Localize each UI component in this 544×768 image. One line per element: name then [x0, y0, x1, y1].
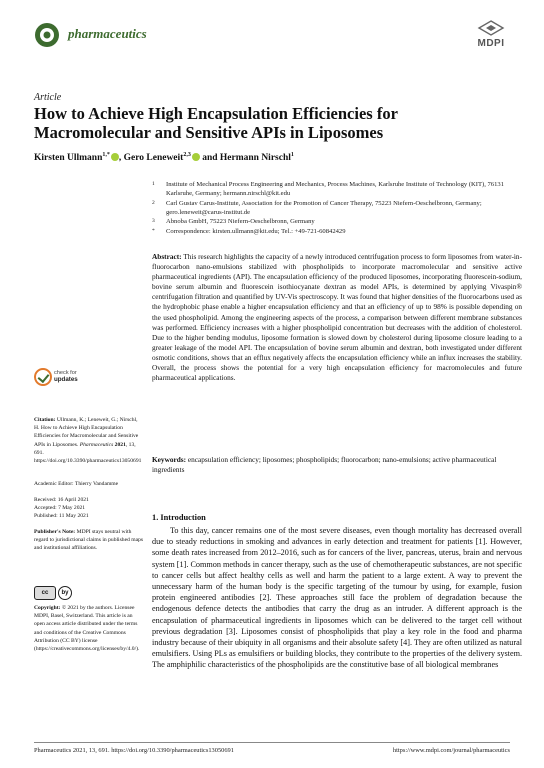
author-affil-sup: 2,3	[183, 152, 191, 158]
copyright-text: © 2021 by the authors. Licensee MDPI, Basel, Switzerland. This article is an open access article distributed under the terms and conditions of the Creative Commons Attribution (CC BY) license (https://creativecommons.org/licenses/by/4.0/).	[34, 605, 140, 653]
mdpi-logo	[472, 20, 510, 54]
publisher-note	[34, 528, 144, 553]
orcid-icon[interactable]	[192, 153, 200, 161]
orcid-icon[interactable]	[111, 153, 119, 161]
keywords-text: encapsulation efficiency; liposomes; phospholipids; fluorocarbon; nano-emulsions; active pharmaceutical ingredients	[152, 455, 497, 475]
author-affil-sup: 1,*	[102, 152, 110, 158]
citation-block	[34, 416, 144, 465]
footer-journal-url[interactable]: https://www.mdpi.com/journal/pharmaceutics	[392, 747, 510, 754]
published-date: Published: 11 May 2021	[34, 513, 89, 520]
section-heading: 1. Introduction	[152, 513, 206, 522]
citation-year: 2021	[114, 441, 126, 448]
academic-editor: Academic Editor: Thierry Vandamme	[34, 481, 119, 487]
affiliation-number: 3	[152, 218, 155, 224]
affiliation-item	[152, 227, 522, 236]
affiliation-item	[152, 217, 522, 226]
introduction-paragraph: To this day, cancer remains one of the most severe diseases, even though mortality has decreased overall due to steady reductions in smoking and advances in early detection and treatment for patients [1]. However, some death rates increased from 2012–2016, such as for cancers of the liver, pancreas, uterus, brain and nervous system [1]. Common methods in cancer therapy, such as the use of chemotherapeutic substances, are not specific to cancer cells but affect healthy cells as well and harm the patient to a large extent. A way to prevent the unnecessary harm of the human body is the specific targeting of the tumour by using, for example, fusion protein engineered antibodies [2]. These approaches still face the problem of degradation because the endogenous defence detects the antibodies that carry the drug as an intruder. A different approach is the encapsulation of pharmaceutical ingredients in liposomes which can be delivered to the target cell without previous degradation [3]. Liposomes consist of phospholipids that play a key role in the food and pharma industry because of their ubiquity in all organisms and their absolute safety [4]. They are often utilized as natural emulsifiers. Using PLs as emulsifiers or building blocks, they contribute to the properties of the delivery system. The amphiphilic characteristics of the phospholipids are the constitutive base of all biological membranes	[152, 526, 522, 670]
accepted-date: Accepted: 7 May 2021	[34, 505, 86, 512]
publisher-note-label: Publisher's Note:	[34, 529, 76, 535]
check-for-updates-button[interactable]	[34, 368, 82, 392]
citation-journal: Pharmaceutics	[79, 441, 114, 448]
check-updates-line2: updates	[54, 375, 78, 383]
received-date: Received: 16 April 2021	[34, 497, 89, 503]
publisher-note-text: MDPI stays neutral with regard to jurisdictional claims in published maps and institutional affiliations.	[34, 529, 144, 552]
affiliation-text: Institute of Mechanical Process Engineering and Mechanics, Process Machines, Karlsruhe Institute of Technology (KIT), 76131 Karlsruhe, Germany; hermann.nirschl@kit.edu	[166, 181, 504, 197]
author-list	[34, 152, 514, 163]
article-type: Article	[34, 92, 62, 103]
affiliation-text: Correspondence: kirsten.ullmann@kit.edu; Tel.: +49-721-60842429	[166, 227, 346, 235]
affiliation-text: Abnoba GmbH, 75223 Niefern-Oeschelbronn, Germany	[166, 218, 315, 225]
mdpi-logo-icon	[472, 20, 510, 38]
article-dates	[34, 496, 144, 521]
journal-name: pharmaceutics	[68, 26, 147, 41]
author-name: , Gero Leneweit	[118, 153, 184, 164]
keywords	[152, 455, 522, 475]
abstract-text: This research highlights the capacity of a newly introduced centrifugation process to form liposomes from water-in-fluorocarbon nano-emulsions stabilized with phospholipids to incorporate macromolecular and sensitive active pharmaceutical ingredients (API). The encapsulation efficiency of the produced liposomes, incorporating fluorescein-sodium, bovine serum albumin and fluorescein isothiocyanate dextran as model APIs, is determined by applying Vivaspin® centrifugation filtration and quantified by UV-Vis spectroscopy. It was found that higher densities of the fluorocarbons used as the hydrophobic phase enable a higher encapsulation efficiency and that an efficiency of up to 98% is possible depending on the used phospholipid. Among the engineering aspects of the process, a comparison between different membrane substances was performed. Efficiency increases with a higher phospholipid concentration but decreases with the addition of cholesterol. Due to the higher bending modulus, liposome formation is slowed down by cholesterol during liposome closure leading to a greater leakage of the model API. The encapsulation of bovine serum albumin and dextran, both investigated under different osmotic conditions, shows that an efflux negatively affects the encapsulation efficiency while an influx increases the stability. Overall, the process shows the potential for a very high encapsulation efficiency for macromolecules and future pharmaceutical applications.	[152, 252, 522, 383]
affiliation-text: Carl Gustav Carus-Institute, Association for the Promotion of Cancer Therapy, 75223 Niefern-Oeschelbronn, Germany; gero.leneweit@carus-institut.de	[166, 199, 482, 216]
affiliation-number: 2	[152, 199, 155, 206]
mdpi-logo-text: MDPI	[477, 38, 505, 49]
journal-header	[34, 18, 510, 68]
check-updates-line1: check for	[54, 370, 77, 376]
journal-logo-icon	[34, 22, 60, 48]
abstract-label: Abstract:	[152, 252, 182, 261]
cc-by-icon[interactable]: by	[58, 586, 72, 600]
check-updates-label	[54, 370, 78, 383]
check-updates-icon	[34, 368, 52, 386]
author-name: Kirsten Ullmann	[34, 153, 103, 164]
copyright-notice	[34, 604, 144, 653]
citation-label: Citation:	[34, 417, 56, 423]
affiliation-item	[152, 199, 522, 217]
page-footer	[34, 742, 510, 754]
affiliation-number: 1	[152, 181, 155, 187]
cc-license-icon[interactable]: cc	[34, 586, 56, 600]
author-name: and Hermann Nirschl	[199, 153, 291, 164]
author-affil-sup: 1	[290, 152, 294, 158]
article-title: How to Achieve High Encapsulation Efficiencies for Macromolecular and Sensitive APIs in Liposomes	[34, 104, 398, 142]
citation-text: Ullmann, K.; Leneweit, G.; Nirschl, H. How to Achieve High Encapsulation Efficiencies for Macromolecular and Sensitive APIs in Liposomes.	[34, 417, 139, 448]
citation-doi[interactable]: , 13, 691. https://doi.org/10.3390/pharmaceutics13050691	[34, 441, 142, 465]
affiliation-item	[152, 180, 522, 198]
footer-citation[interactable]: Pharmaceutics 2021, 13, 691. https://doi.org/10.3390/pharmaceutics13050691	[34, 747, 234, 754]
affiliation-number: *	[152, 227, 155, 234]
keywords-label: Keywords:	[152, 455, 187, 464]
copyright-label: Copyright:	[34, 605, 61, 611]
abstract	[152, 252, 522, 383]
affiliation-list	[152, 180, 522, 236]
